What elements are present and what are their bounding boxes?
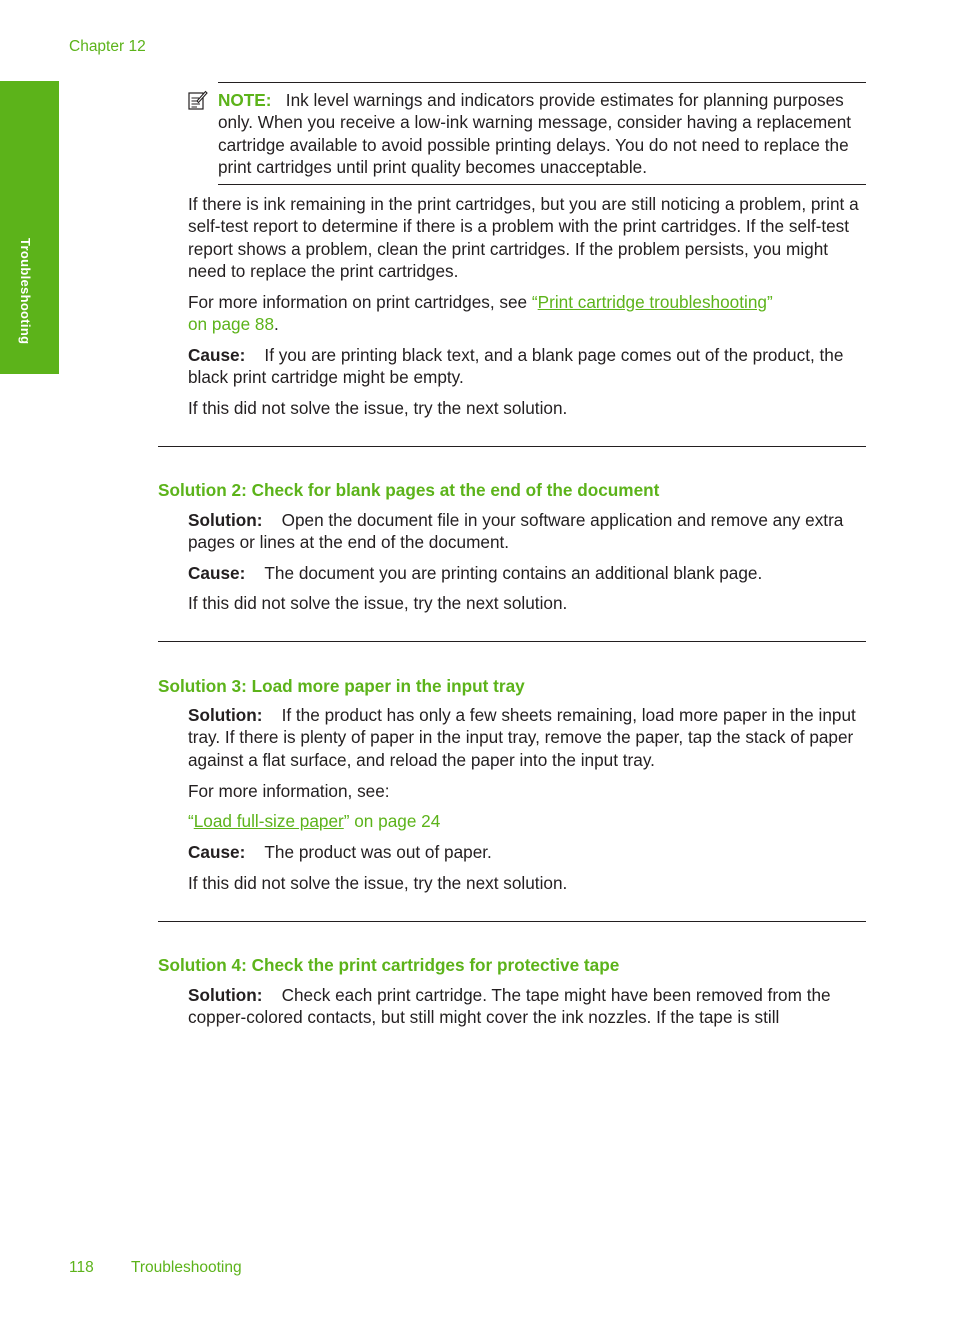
- solution1-cause: [188, 344, 866, 389]
- footer-section: Troubleshooting: [131, 1259, 242, 1276]
- solution2-next: [188, 592, 866, 614]
- cause-label: Cause:: [188, 563, 246, 583]
- section-divider: [158, 641, 866, 642]
- chapter-header: Chapter 12: [69, 38, 146, 55]
- solution3-next: [188, 872, 866, 894]
- solution1-next: [188, 397, 866, 419]
- cause-text: If you are printing black text, and a blank page comes out of the product, the black print cartridge might be empty.: [188, 345, 844, 388]
- solution-text: If the product has only a few sheets remaining, load more paper in the input tray. If there is plenty of paper in the input tray, remove the paper, tap the stack of paper against a flat surface, and reload the paper into the input tray.: [188, 705, 856, 770]
- solution1-paragraph: If there is ink remaining in the print cartridges, but you are still noticing a problem, print a self-test report to determine if there is a problem with the print cartridges. If the self-test report shows a problem, clean the print cartridges. If the problem persists, you might need to replace the print cartridges.: [188, 194, 859, 282]
- section-divider: [158, 921, 866, 922]
- solution4-solution: [188, 984, 866, 1029]
- solution2-solution: [188, 509, 866, 554]
- solution1-para: [188, 193, 866, 283]
- next-solution-text: If this did not solve the issue, try the next solution.: [188, 398, 568, 418]
- solution4-heading: Solution 4: Check the print cartridges for protective tape: [158, 955, 620, 975]
- next-solution-text: If this did not solve the issue, try the next solution.: [188, 873, 568, 893]
- more-info-suffix: .: [274, 314, 279, 335]
- solution2-heading: Solution 2: Check for blank pages at the end of the document: [158, 480, 660, 500]
- more-info-prefix: For more information on print cartridges, see: [188, 292, 532, 312]
- more-info-text: For more information, see:: [188, 781, 390, 801]
- solution3-more-info: [188, 780, 866, 802]
- solution3-solution: [188, 704, 866, 771]
- load-full-size-paper-link[interactable]: “Load full-size paper” on page 24: [188, 811, 441, 831]
- cause-text: The document you are printing contains an additional blank page.: [264, 563, 763, 583]
- solution3-cause: [188, 841, 866, 863]
- solution-label: Solution:: [188, 705, 263, 725]
- solution1-more-info: [188, 291, 866, 336]
- note-content: [218, 82, 866, 185]
- solution-text: Open the document file in your software application and remove any extra pages or lines at the end of the document.: [188, 510, 844, 553]
- note-icon: [188, 90, 208, 110]
- cause-label: Cause:: [188, 345, 246, 365]
- cause-text: The product was out of paper.: [264, 842, 492, 862]
- note-text: Ink level warnings and indicators provide estimates for planning purposes only. When you receive a low-ink warning message, consider having a replacement cartridge available to avoid possible printing delays. You do not need to replace the print cartridges until print quality becomes unacceptable.: [218, 90, 852, 178]
- note-label: NOTE:: [218, 90, 272, 110]
- print-cartridge-troubleshooting-link[interactable]: “Print cartridge troubleshooting” on page 88: [188, 292, 773, 335]
- solution3-link-line: [188, 810, 866, 832]
- side-tab-label: Troubleshooting: [18, 238, 33, 345]
- solution-text: Check each print cartridge. The tape might have been removed from the copper-colored contacts, but still might cover the ink nozzles. If the tape is still: [188, 985, 831, 1028]
- solution-label: Solution:: [188, 985, 263, 1005]
- next-solution-text: If this did not solve the issue, try the next solution.: [188, 593, 568, 613]
- section-divider: [158, 446, 866, 447]
- solution2-cause: [188, 562, 866, 584]
- page-number: 118: [69, 1259, 94, 1276]
- solution-label: Solution:: [188, 510, 263, 530]
- solution3-heading: Solution 3: Load more paper in the input tray: [158, 676, 525, 696]
- note-box: [188, 82, 866, 185]
- cause-label: Cause:: [188, 842, 246, 862]
